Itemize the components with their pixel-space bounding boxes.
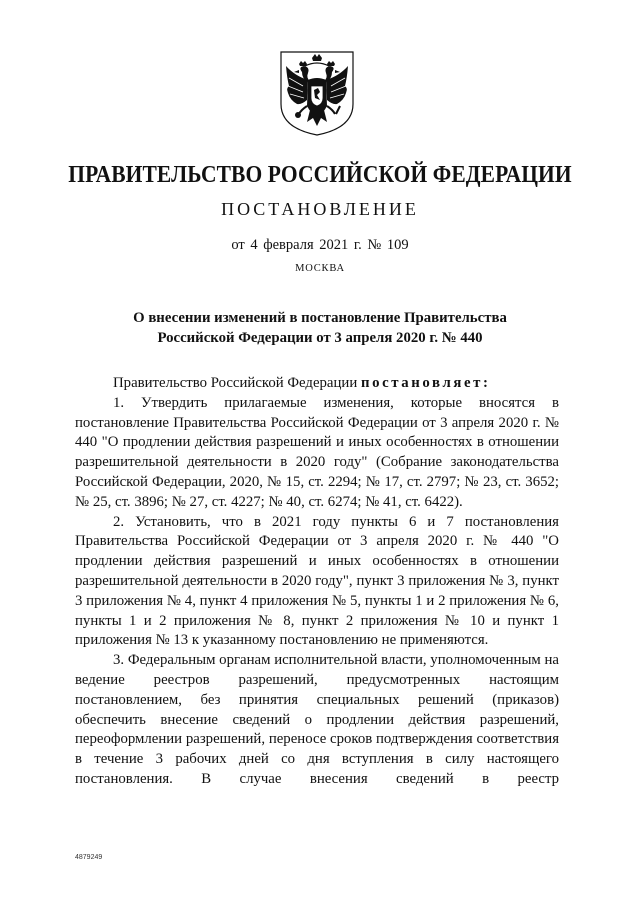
document-id: 4879249 xyxy=(75,854,103,861)
document-type: ПОСТАНОВЛЕНИЕ xyxy=(221,199,419,219)
preamble xyxy=(75,374,559,394)
government-title: ПРАВИТЕЛЬСТВО РОССИЙСКОЙ ФЕДЕРАЦИИ xyxy=(68,160,572,188)
preamble-spaced: постановляет: xyxy=(360,375,491,391)
city: МОСКВА xyxy=(295,263,345,274)
subject-line-1: О внесении изменений в постановление Правительства xyxy=(133,310,507,326)
subject-line-2: Российской Федерации от 3 апреля 2020 г. № 440 xyxy=(157,330,483,346)
paragraph-1: 1. Утвердить прилагаемые изменения, которые вносятся в постановление Правительства Российской Федерации от 3 апреля 2020 г. № 440 "О продлении действия разрешений и иных особенностях в отношении разрешительной деятельности в 2020 году" (Собрание законодательства Российской Федерации, 2020, № 15, ст. 2294; № 17, ст. 2797; № 23, ст. 3652; № 25, ст. 3896; № 27, ст. 4227; № 40, ст. 6274; № 41, ст. 6422). xyxy=(75,394,559,510)
paragraph-3: 3. Федеральным органам исполнительной власти, уполномоченным на ведение реестров разрешений, предусмотренных настоящим постановлением, без принятия специальных решений (приказов) обеспечить внесение сведений о продлении действия разрешений, переоформлении разрешений, переносе сроков подтверждения соответствия в течение 3 рабочих дней со дня вступления в силу настоящего постановления. В случае внесения сведений в реестр xyxy=(75,652,559,787)
paragraph-2: 2. Установить, что в 2021 году пункты 6 и 7 постановления Правительства Российской Федерации от 3 апреля 2020 г. № 440 "О продлении действия разрешений и иных особенностях в отношении разрешительной деятельности в 2020 году", пункт 3 приложения № 3, пункт 3 приложения № 4, пункт 4 приложения № 5, пункты 1 и 2 приложения № 6, пункты 1 и 2 приложения № 8, пункт 2 приложения № 10 и пункт 1 приложения № 13 к указанному постановлению не применяются. xyxy=(75,513,559,649)
document-subject xyxy=(80,308,560,348)
coat-of-arms-icon xyxy=(277,48,357,138)
document-body xyxy=(75,374,559,790)
date-and-number: от 4 февраля 2021 г. № 109 xyxy=(231,237,409,253)
preamble-text: Правительство Российской Федерации xyxy=(113,375,361,391)
